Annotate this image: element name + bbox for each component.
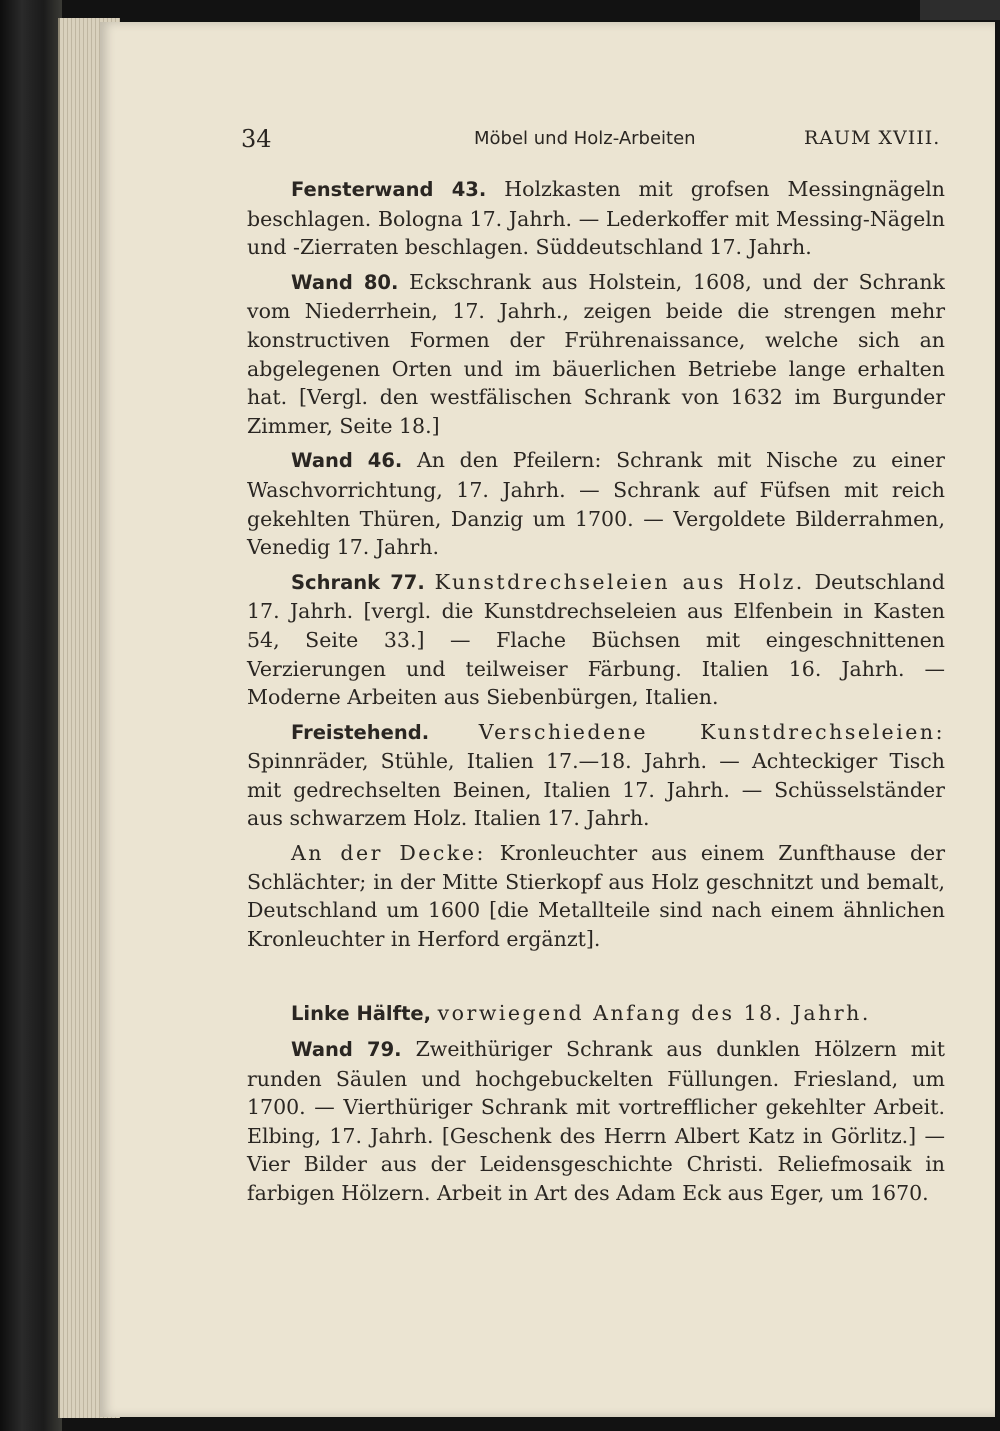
entry-label: Fensterwand 43. (291, 178, 487, 201)
room-label: RAUM XVIII. (804, 127, 941, 149)
entry-schrank-77 (247, 568, 945, 712)
page-number: 34 (241, 125, 272, 153)
entry-text: Deutschland 17. Jahrh. [vergl. die Kunstdrechseleien aus Elfenbein in Kasten 54, Seite 33.] — Flache Büchsen mit eingeschnittenen Verzierungen und teilweiser Färbung. Italien 16. Jahrh. — Moderne Arbeiten aus Siebenbürgen, Italien. (247, 569, 945, 710)
entry-wand-79 (247, 1035, 945, 1208)
section-title: Möbel und Holz-Arbeiten (474, 128, 696, 149)
entry-spaced-text: An der Decke: (291, 841, 486, 866)
entry-text: Kronleuchter aus einem Zunfthause der Schlächter; in der Mitte Stierkopf aus Holz geschnitzt und bemalt, Deutschland um 1600 [die Metallteile sind nach einem ähnlichen Kronleuchter in Herford ergänzt]. (247, 841, 945, 951)
entry-label: Wand 46. (291, 449, 403, 473)
running-head (241, 125, 961, 155)
page-body (247, 175, 945, 1214)
entry-text: Zweithüriger Schrank aus dunklen Hölzern mit runden Säulen und hochgebuckelten Füllungen. Friesland, um 1700. — Vierthüriger Schrank mit vortrefflicher gekehlter Arbeit. Elbing, 17. Jahrh. [Geschenk des Herrn Albert Katz in Görlitz.] — Vier Bilder aus der Leidensgeschichte Christi. Reliefmosaik in farbigen Hölzern. Arbeit in Art des Adam Eck aus Eger, um 1670. (247, 1037, 945, 1205)
entry-spaced-text: Kunstdrechseleien aus Holz. (434, 569, 805, 594)
entry-wand-46 (247, 446, 945, 561)
section-heading-linke-haelfte (247, 999, 945, 1029)
entry-label: Wand 80. (291, 270, 399, 294)
entry-text: Spinnräder, Stühle, Italien 17.—18. Jahrh. — Achteckiger Tisch mit gedrechselten Beinen, Italien 17. Jahrh. — Schüsselständer aus schwarzem Holz. Italien 17. Jahrh. (247, 749, 945, 831)
entry-label: Freistehend. (291, 720, 430, 744)
entry-spaced-text: Verschiedene Kunstdrechseleien: (478, 719, 945, 744)
scan-border (920, 0, 1000, 20)
entry-wand-80 (247, 268, 945, 441)
section-heading-text: vorwiegend Anfang des 18. Jahrh. (437, 1001, 871, 1026)
entry-label: Wand 79. (291, 1038, 402, 1062)
entry-freistehend (247, 718, 945, 833)
book-binding (0, 0, 62, 1431)
entry-fensterwand-43 (247, 175, 945, 262)
section-heading-label: Linke Hälfte, (291, 1002, 432, 1026)
entry-text: Eckschrank aus Holstein, 1608, und der Schrank vom Niederrhein, 17. Jahrh., zeigen beide die strengen mehr konstructiven Formen der Frührenaissance, welche sich an abgelegenen Orten und im bäuerlichen Betriebe lange erhalten hat. [Vergl. den westfälischen Schrank von 1632 im Burgunder Zimmer, Seite 18.] (247, 269, 945, 438)
entry-an-der-decke (247, 839, 945, 953)
entry-text: An den Pfeilern: Schrank mit Nische zu einer Waschvorrichtung, 17. Jahrh. — Schrank auf Füfsen mit reich gekehlten Thüren, Danzig um 1700. — Vergoldete Bilderrahmen, Venedig 17. Jahrh. (247, 448, 945, 560)
entry-label: Schrank 77. (291, 570, 425, 594)
entry-text: Holzkasten mit grofsen Messingnägeln beschlagen. Bologna 17. Jahrh. — Lederkoffer mit Messing-Nägeln und -Zierraten beschlagen. Süddeutschland 17. Jahrh. (247, 177, 945, 260)
